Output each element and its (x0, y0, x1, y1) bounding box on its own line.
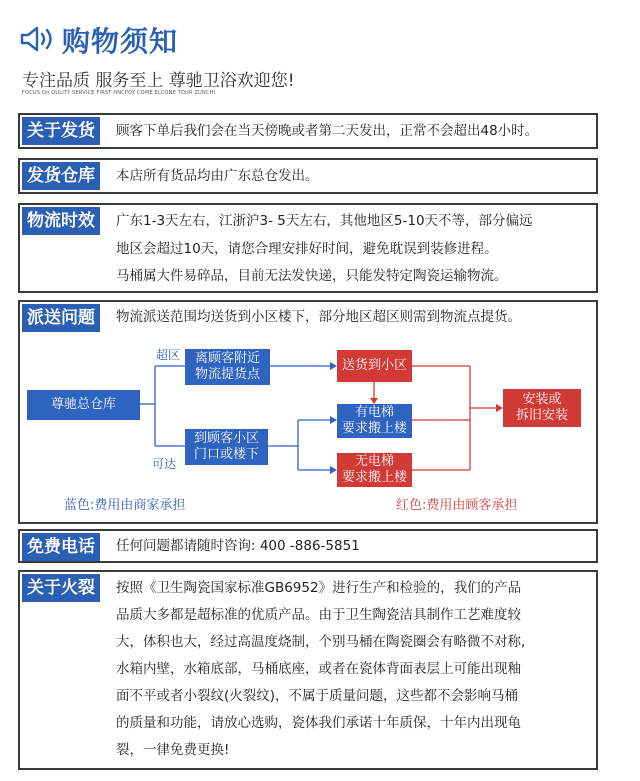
section-tag: 免费电话 (22, 533, 100, 561)
flow-node-with-elevator (337, 404, 412, 438)
section-text-line: 按照《卫生陶瓷国家标准GB6952》进行生产和检验的，我们的产品 (116, 580, 522, 596)
flow-node-label: 离顾客附近 (194, 351, 260, 366)
section-text-line: 大，体积也大，经过高温度烧制，个别马桶在陶瓷圈会有略微不对称, (116, 634, 526, 650)
section-text-line: 马桶属大件易碎品，目前无法发快递，只能发特定陶瓷运输物流。 (116, 268, 508, 284)
section-text-line: 的质量和功能，请放心选购，瓷体我们承诺十年质保，十年内出现龟 (116, 715, 521, 731)
section-tag: 派送问题 (22, 304, 100, 332)
section-text-line: 广东1-3天左右，江浙沪3- 5天左右，其他地区5-10天不等，部分偏远 (116, 213, 533, 229)
section-shipping (18, 113, 598, 149)
flow-node-label: 安装或 (522, 392, 562, 407)
flow-node-label: 门口或楼下 (193, 447, 259, 462)
flow-node-label: 送货到小区 (341, 358, 407, 373)
section-text: 本店所有货品均由广东总仓发出。 (116, 168, 319, 184)
speaker-icon (20, 24, 56, 54)
section-text-line: 裂，一律免费更换! (116, 742, 230, 758)
section-phone (18, 529, 598, 563)
flow-label-over-range: 超区 (156, 348, 181, 362)
flow-node-warehouse (27, 390, 140, 420)
section-tag: 关于火裂 (22, 574, 100, 602)
legend-blue: 蓝色:费用由商家承担 (64, 498, 186, 513)
flow-node-near-pickup (185, 349, 270, 385)
flow-node-no-elevator (337, 453, 412, 487)
section-text-line: 水箱内壁，水箱底部，马桶底座，或者在瓷体背面表层上可能出现釉 (116, 661, 521, 677)
slogan: 专注品质 服务至上 尊驰卫浴欢迎您! (22, 71, 295, 91)
phone-text: 任何问题都请随时咨询: 400 -886-5851 (116, 538, 360, 554)
section-text-line: 面不平或者小裂纹(火裂纹)，不属于质量问题，这些都不会影响马桶 (116, 688, 519, 704)
section-logistics (18, 203, 598, 293)
section-crack (18, 570, 598, 770)
section-text: 顾客下单后我们会在当天傍晚或者第二天发出，正常不会超出48小时。 (116, 123, 539, 139)
section-text-line: 地区会超过10天，请您合理安排好时间，避免耽误到装修进程。 (116, 241, 498, 257)
flow-node-label: 物流提货点 (194, 367, 260, 382)
flow-label-reachable: 可达 (152, 457, 177, 471)
flow-node-label: 要求搬上楼 (341, 470, 407, 485)
flow-node-label: 要求搬上楼 (341, 421, 407, 436)
flow-node-label: 拆旧安装 (515, 408, 568, 423)
flow-node-label: 有电梯 (354, 405, 394, 420)
flow-node-label: 尊驰总仓库 (50, 397, 116, 412)
flow-node-install (503, 389, 581, 427)
flow-node-label: 到顾客小区 (193, 431, 259, 446)
section-tag: 关于发货 (22, 117, 100, 145)
section-warehouse (18, 158, 598, 194)
section-tag: 物流时效 (22, 207, 100, 235)
legend-red: 红色:费用由顾客承担 (396, 498, 518, 513)
section-text: 物流派送范围均送货到小区楼下，部分地区超区则需到物流点提货。 (116, 309, 521, 325)
flow-node-to-door (185, 429, 268, 465)
page-title: 购物须知 (62, 25, 179, 58)
section-text-line: 品质大多都是超标准的优质产品。由于卫生陶瓷洁具制作工艺难度较 (116, 607, 521, 623)
flow-node-label: 无电梯 (354, 454, 394, 469)
section-tag: 发货仓库 (22, 162, 100, 190)
flow-node-to-community (337, 350, 412, 382)
slogan-english: FOCUS On QULITY SERVICE FIRST HNCPOY COME ELCONE TOUR ZUNCHI (22, 90, 216, 96)
